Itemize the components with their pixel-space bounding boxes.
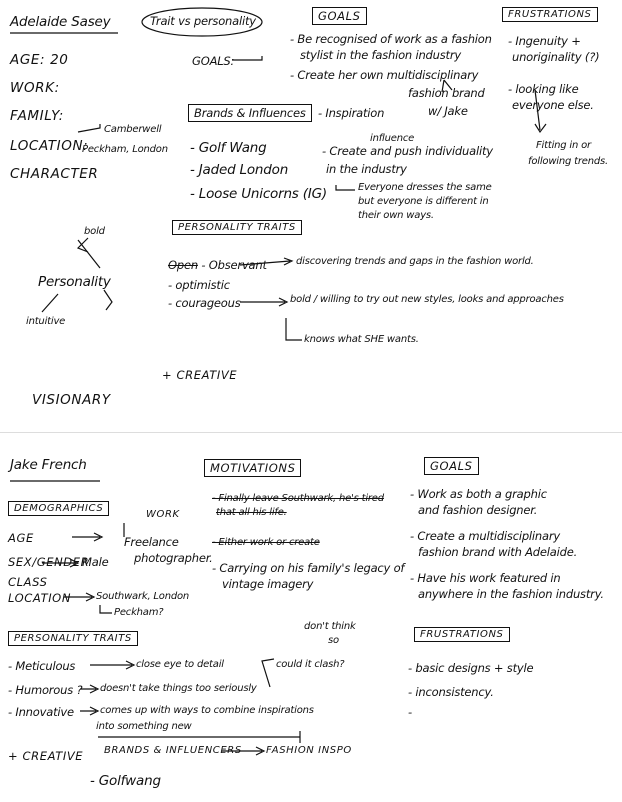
family-field: FAMILY: [10, 108, 64, 124]
brand-goal-1: - Create and push individuality [322, 144, 493, 158]
sex-field: SEX/GENDER [8, 555, 90, 569]
location-note: Camberwell [104, 124, 162, 135]
brands-arrow-target: FASHION INSPO [266, 745, 352, 756]
trait-note-1: discovering trends and gaps in the fashion world. [296, 256, 534, 267]
frustration-line-4: everyone else. [512, 98, 594, 112]
goal-line-6: anywhere in the fashion industry. [418, 587, 604, 601]
trait-note-1: close eye to detail [136, 659, 224, 670]
goal-line-3: - Create her own multidisciplinary [290, 68, 479, 82]
influence-note: influence [370, 133, 415, 144]
location-field: LOCATION: [10, 138, 89, 154]
mindmap-intuitive: intuitive [26, 316, 66, 327]
frustrations-heading: FRUSTRATIONS [414, 627, 510, 642]
dont-think-so-1: don't think [304, 621, 356, 632]
trait-item-2: - Humorous ? [8, 683, 83, 697]
frustration-line-1: - Ingenuity + [508, 34, 581, 48]
frustration-line-3: - [408, 705, 412, 719]
work-value-1: Freelance [124, 535, 179, 549]
location-value-2: Peckham? [114, 607, 164, 618]
location-field: LOCATION [8, 591, 72, 605]
frustration-line-2: unoriginality (?) [512, 50, 600, 64]
goal-line-5: - Have his work featured in [410, 571, 561, 585]
trait-label-1: - Observant [201, 258, 267, 272]
work-label: WORK [146, 509, 180, 520]
trait-note-2: doesn't take things too seriously [100, 683, 257, 694]
creative-label: + CREATIVE [8, 749, 84, 763]
persona-name: Jake French [10, 457, 87, 473]
demographics-heading: DEMOGRAPHICS [8, 501, 109, 516]
trait-vs-personality-heading: Trait vs personality [150, 14, 256, 28]
brands-heading: BRANDS & INFLUENCERS [104, 745, 242, 756]
goals-heading: GOALS [424, 457, 479, 475]
goal-line-5: w/ Jake [428, 104, 468, 118]
trait-item-2: - optimistic [168, 278, 230, 292]
class-field: CLASS [8, 575, 48, 589]
brand-note-1: Everyone dresses the same [358, 182, 492, 193]
frustration-line-1: - basic designs + style [408, 661, 534, 675]
personality-traits-heading: PERSONALITY TRAITS [8, 631, 138, 646]
inspiration-label: - Inspiration [318, 106, 385, 120]
location-value: Southwark, London [96, 591, 190, 602]
motivation-line-1: - Finally leave Southwark, he's tired [212, 493, 384, 504]
brand-note-2: but everyone is different in [358, 196, 489, 207]
clash-note: could it clash? [276, 659, 345, 670]
trait-item-1 [168, 258, 267, 272]
trait-item-3: - Innovative [8, 705, 74, 719]
location-value: Peckham, London [82, 144, 168, 155]
brand-item-3: - Loose Unicorns (IG) [190, 186, 327, 202]
personality-traits-heading: PERSONALITY TRAITS [172, 220, 302, 235]
trait-item-3: - courageous [168, 296, 241, 310]
trait-note-3b: into something new [96, 721, 192, 732]
goal-line-4: fashion brand [408, 86, 485, 100]
goal-line-2: and fashion designer. [418, 503, 538, 517]
trait-note-3: comes up with ways to combine inspirations [100, 705, 314, 716]
trait-note-3b: knows what SHE wants. [304, 334, 419, 345]
motivation-line-3: - Either work or create [212, 537, 320, 548]
goal-line-1: - Be recognised of work as a fashion [290, 32, 492, 46]
motivation-line-2: that all his life. [216, 507, 287, 518]
brands-heading: Brands & Influences [188, 104, 312, 122]
dont-think-so-2: so [328, 635, 339, 646]
mindmap-bold: bold [84, 226, 105, 237]
frustration-line-3: - looking like [508, 82, 579, 96]
motivation-line-5: vintage imagery [222, 577, 314, 591]
motivations-heading: MOTIVATIONS [204, 459, 301, 477]
persona-name: Adelaide Sasey [10, 14, 111, 30]
sex-value: Male [82, 555, 109, 569]
goal-line-3: - Create a multidisciplinary [410, 529, 560, 543]
brand-goal-2: in the industry [326, 162, 407, 176]
trait-note-3: bold / willing to try out new styles, looks and approaches [290, 294, 564, 305]
brand-note-3: their own ways. [358, 210, 434, 221]
brand-item-1: - Golf Wang [190, 140, 267, 156]
trait-item-1: - Meticulous [8, 659, 76, 673]
visionary-label: VISIONARY [32, 392, 111, 408]
work-value-2: photographer. [134, 551, 213, 565]
frustration-line-5: Fitting in or [536, 140, 591, 151]
goal-line-4: fashion brand with Adelaide. [418, 545, 578, 559]
age-field: AGE: 20 [10, 52, 69, 68]
trait-struck-prefix: Open [168, 258, 198, 272]
goal-line-2: stylist in the fashion industry [300, 48, 461, 62]
persona-jake [0, 432, 622, 802]
work-field: WORK: [10, 80, 60, 96]
goals-heading: GOALS [312, 7, 367, 25]
age-field: AGE [8, 531, 34, 545]
motivation-line-4: - Carrying on his family's legacy of [212, 561, 405, 575]
goal-line-1: - Work as both a graphic [410, 487, 547, 501]
goals-placeholder: GOALS: [192, 54, 235, 68]
brand-item-2: - Jaded London [190, 162, 289, 178]
frustration-line-2: - inconsistency. [408, 685, 494, 699]
frustration-line-6: following trends. [528, 156, 608, 167]
brand-item-1: - Golfwang [90, 773, 161, 789]
character-field: CHARACTER [10, 166, 99, 182]
mindmap-center: Personality [38, 274, 111, 290]
frustrations-heading: FRUSTRATIONS [502, 7, 598, 22]
creative-label: + CREATIVE [162, 368, 238, 382]
